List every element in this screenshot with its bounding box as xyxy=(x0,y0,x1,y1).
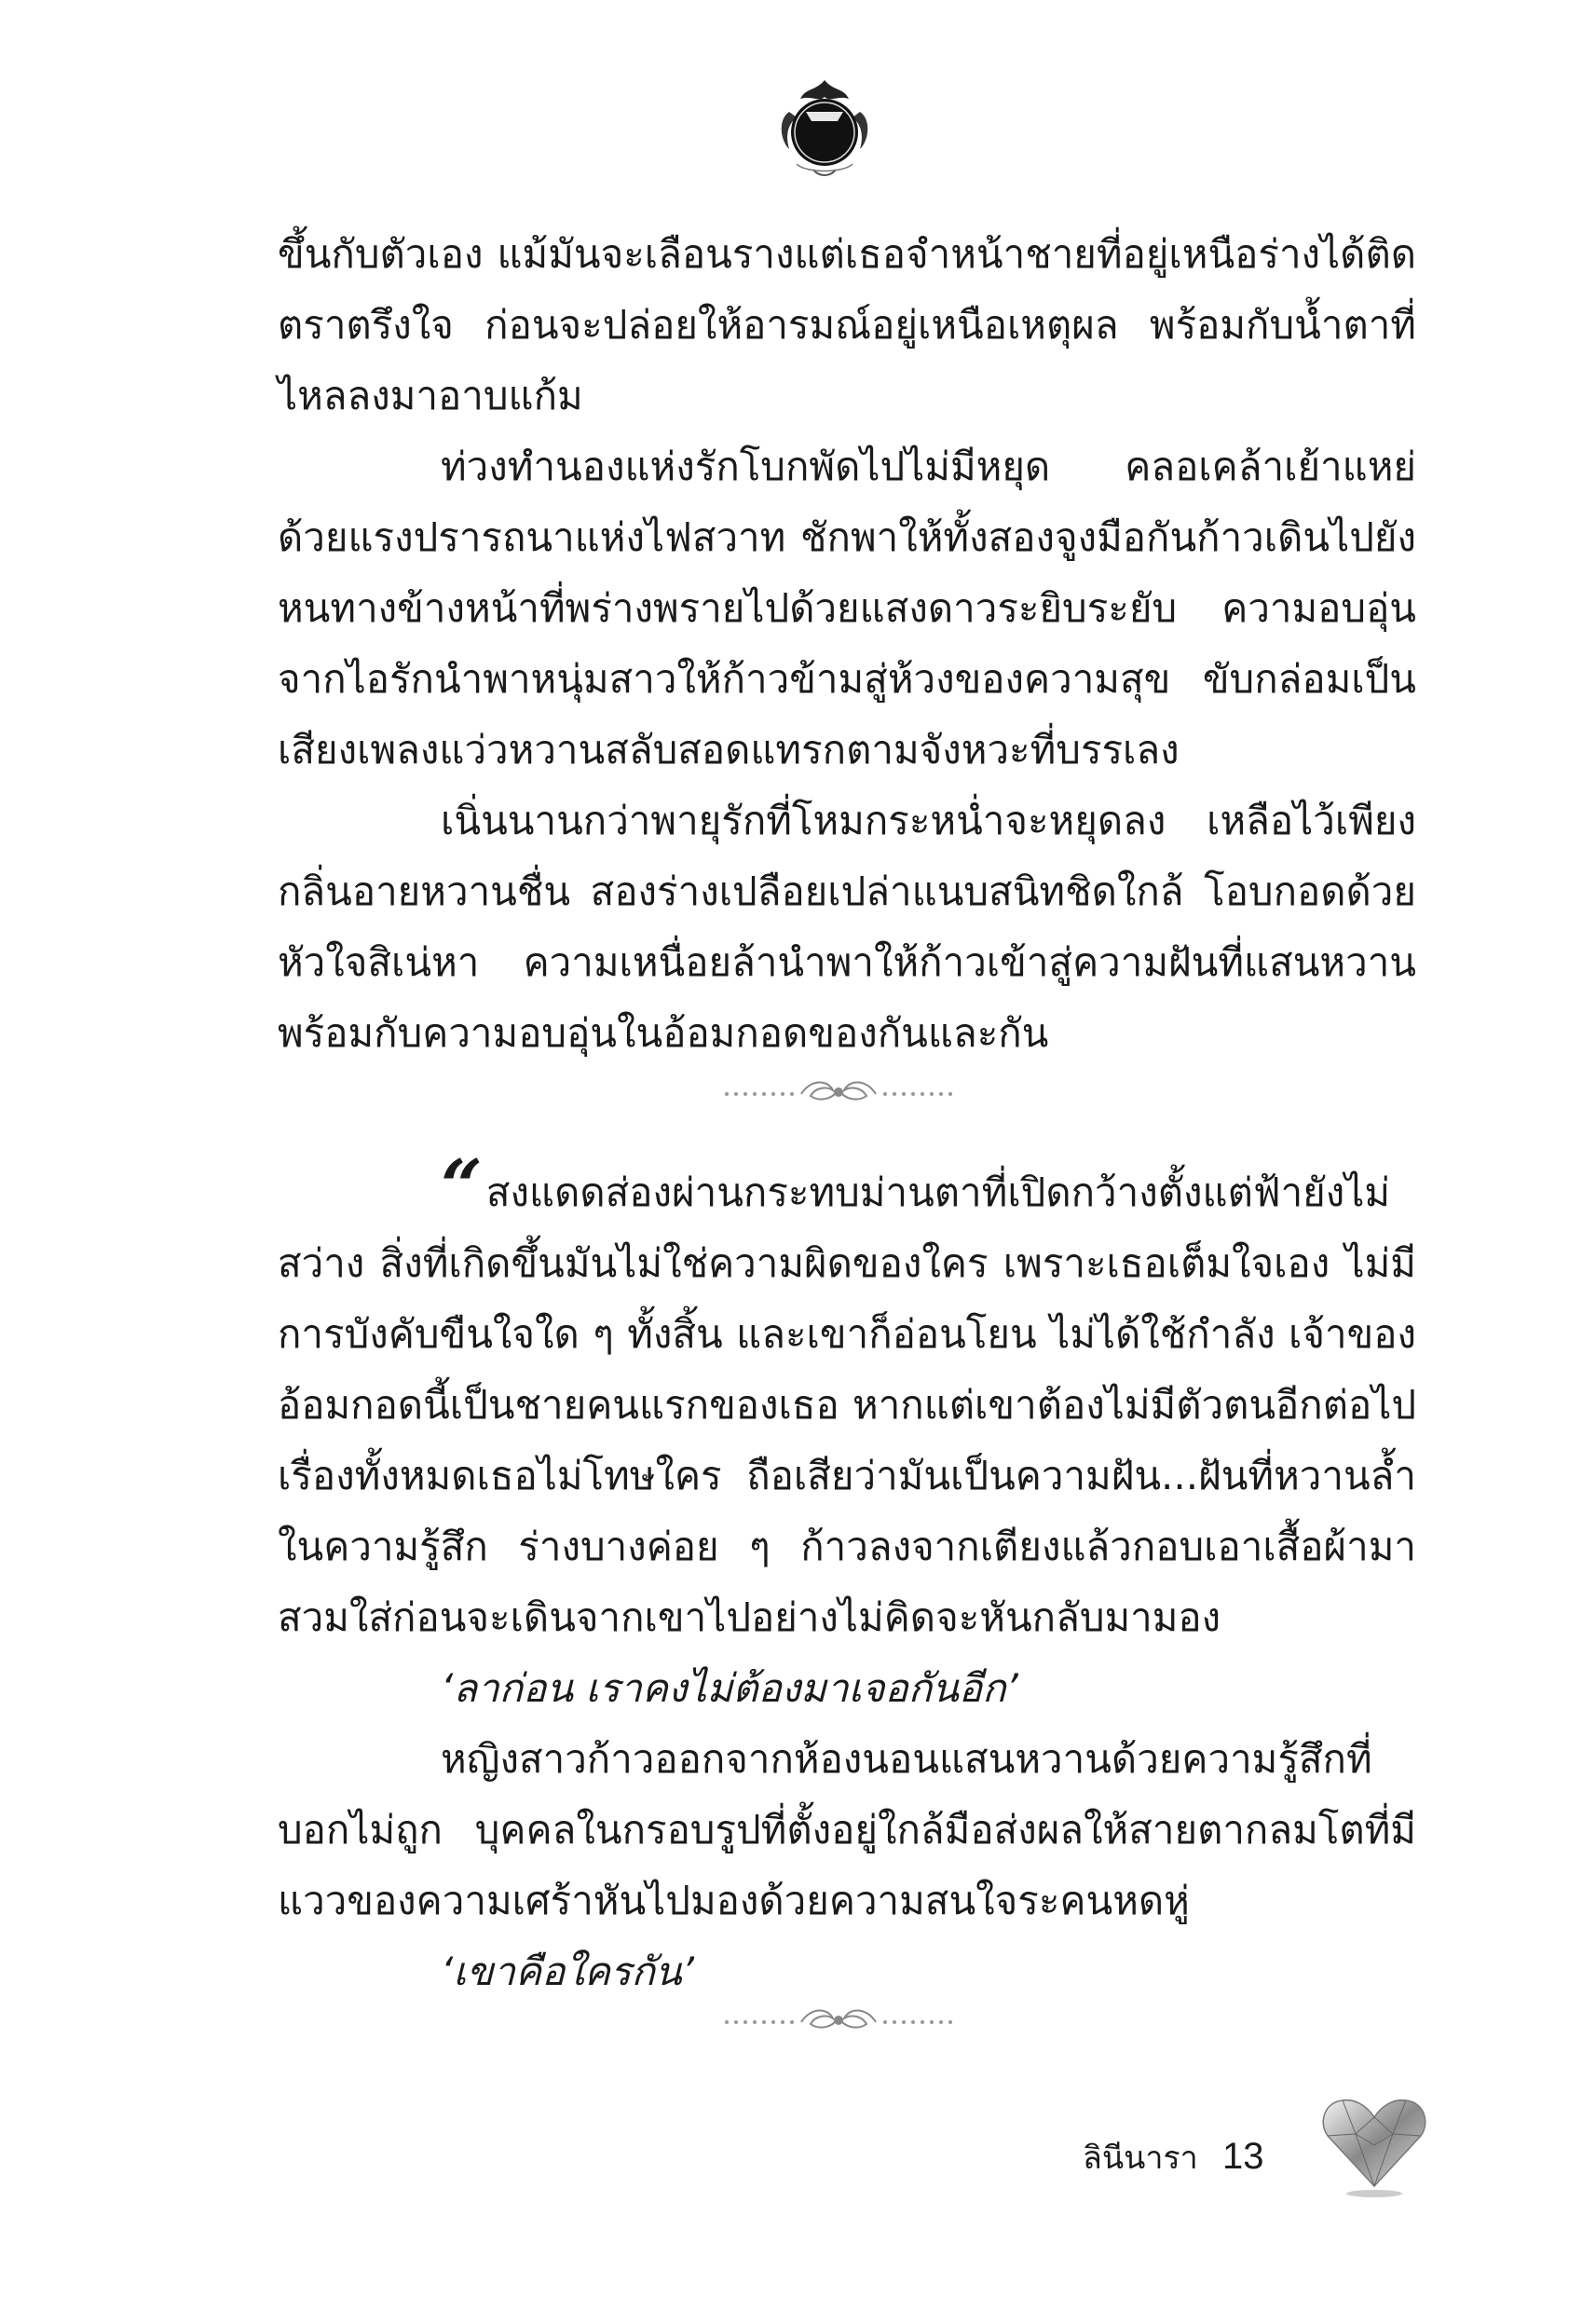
italic-quote: ‘เขาคือใครกัน’ xyxy=(441,1949,694,1994)
ornamental-divider xyxy=(717,1073,960,1111)
paragraph xyxy=(278,1144,1416,1653)
paragraph-text: สงแดดส่องผ่านกระทบม่านตาที่เปิดกว้างตั้งแต่ฟ้ายังไม่สว่าง สิ่งที่เกิดขึ้นมันไม่ใช่ความผิดของใคร เพราะเธอเต็มใจเอง ไม่มีการบังคับขืนใจใด ๆ ทั้งสิ้น และเขาก็อ่อนโยน ไม่ได้ใช้กำลัง เจ้าของอ้อมกอดนี้เป็นชายคนแรกของเธอ หากแต่เขาต้องไม่มีตัวตนอีกต่อไป เรื่องทั้งหมดเธอไม่โทษใคร ถือเสียว่ามันเป็นความฝัน...ฝันที่หวานล้ำในความรู้สึก ร่างบางค่อย ๆ ก้าวลงจากเตียงแล้วกอบเอาเสื้อผ้ามาสวมใส่ก่อนจะเดินจากเขาไปอย่างไม่คิดจะหันกลับมามอง xyxy=(278,1169,1416,1640)
footer-author-label: ลินีนารา xyxy=(1083,2140,1198,2177)
diamond-heart-icon xyxy=(1318,2089,1430,2201)
paragraph: ขึ้นกับตัวเอง แม้มันจะเลือนรางแต่เธอจำหน้าชายที่อยู่เหนือร่างได้ติดตราตรึงใจ ก่อนจะปล่อยให้อารมณ์อยู่เหนือเหตุผล พร้อมกับน้ำตาที่ไหลลงมาอาบแก้ม xyxy=(278,231,1416,418)
paragraph: ท่วงทำนองแห่งรักโบกพัดไปไม่มีหยุด คลอเคล้าเย้าแหย่ด้วยแรงปรารถนาแห่งไฟสวาท ชักพาให้ทั้งสองจูงมือกันก้าวเดินไปยังหนทางข้างหน้าที่พร่างพรายไปด้วยแสงดาวระยิบระยับ ความอบอุ่นจากไอรักนำพาหนุ่มสาวให้ก้าวข้ามสู่ห้วงของความสุข ขับกล่อมเป็นเสียงเพลงแว่วหวานสลับสอดแทรกตามจังหวะที่บรรเลง xyxy=(278,444,1416,773)
page-number: 13 xyxy=(1222,2136,1264,2177)
ornamental-divider xyxy=(717,2002,960,2039)
italic-quote: ‘ลาก่อน เราคงไม่ต้องมาเจอกันอีก’ xyxy=(441,1665,1018,1711)
opening-quote-mark: “ xyxy=(441,1144,483,1229)
paragraph: หญิงสาวก้าวออกจากห้องนอนแสนหวานด้วยความรู้สึกที่บอกไม่ถูก บุคคลในกรอบรูปที่ตั้งอยู่ใกล้มือส่งผลให้สายตากลมโตที่มีแววของความเศร้าหันไปมองด้วยความสนใจระคนหดหู่ xyxy=(278,1736,1416,1923)
paragraph: เนิ่นนานกว่าพายุรักที่โหมกระหน่ำจะหยุดลง เหลือไว้เพียงกลิ่นอายหวานชื่น สองร่างเปลือยเปล่าแนบสนิทชิดใกล้ โอบกอดด้วยหัวใจสิเน่หา ความเหนื่อยล้านำพาให้ก้าวเข้าสู่ความฝันที่แสนหวานพร้อมกับความอบอุ่นในอ้อมกอดของกันและกัน xyxy=(278,798,1416,1056)
publisher-logo xyxy=(769,75,880,186)
